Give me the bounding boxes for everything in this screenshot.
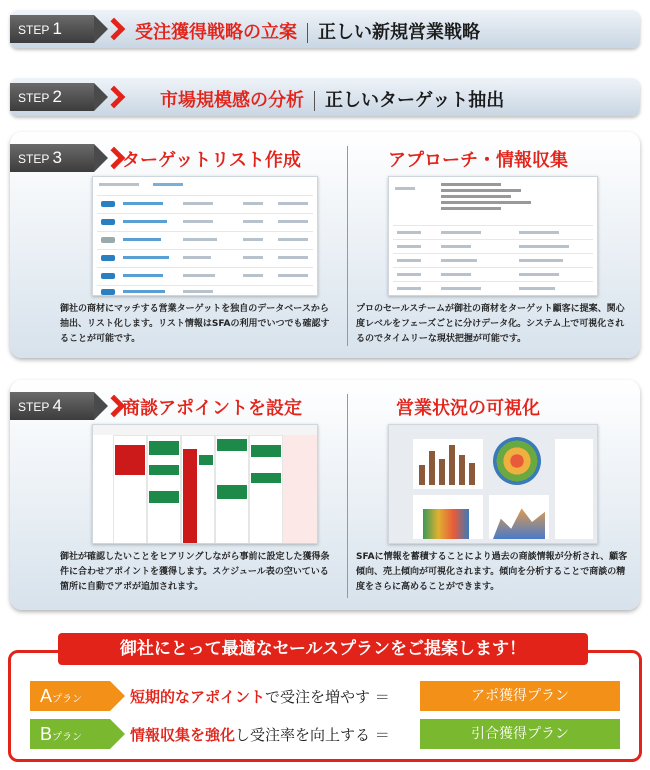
plan-b-text: 情報収集を強化し受注率を向上する ＝: [130, 726, 390, 744]
step4-right-desc: SFAに情報を蓄積することにより過去の商談情報が分析され、顧客傾向、売上傾向が可視化されます。傾向を分析することで商談の精度をさらに高めることができます。: [356, 552, 628, 592]
sales-visualization-screenshot: [388, 424, 598, 544]
step4-left-title: 商談アポイントを設定: [122, 398, 302, 419]
step4-left-desc: 御社が確認したいことをヒアリングしながら事前に設定した獲得条件に合わせアポイントを獲得します。スケジュール表の空いている箇所に自動でアポが追加されます。: [60, 552, 330, 592]
step1-band: [10, 10, 640, 48]
step3-tag: STEP 3: [10, 144, 94, 172]
step4-right-title: 営業状況の可視化: [396, 398, 540, 419]
step3-right-title: アプローチ・情報収集: [388, 150, 568, 171]
proposal-banner: 御社にとって最適なセールスプランをご提案します！: [58, 633, 588, 665]
plan-a-row: [30, 681, 620, 711]
appointment-schedule-screenshot: [92, 424, 318, 544]
step2-title: 市場規模感の分析 正しいターゲット抽出: [160, 90, 505, 111]
step1-title: 受注獲得戦略の立案 正しい新規営業戦略: [135, 22, 480, 43]
step4-panel: [10, 380, 640, 610]
plan-a-tag: Aプラン: [30, 681, 110, 711]
step3-panel: [10, 132, 640, 358]
approach-info-screenshot: [388, 176, 598, 296]
step3-left-title: ターゲットリスト作成: [122, 150, 301, 171]
plan-b-tag: Bプラン: [30, 719, 110, 749]
plan-b-result: 引合獲得プラン: [420, 719, 620, 749]
target-list-screenshot: [92, 176, 318, 296]
plan-b-row: [30, 719, 620, 749]
step2-tag: STEP 2: [10, 83, 94, 111]
plan-a-text: 短期的なアポイントで受注を増やす ＝: [130, 688, 390, 706]
step4-tag: STEP 4: [10, 392, 94, 420]
plan-a-result: アポ獲得プラン: [420, 681, 620, 711]
step2-band: [10, 78, 640, 116]
step1-tag: STEP 1: [10, 15, 94, 43]
step3-left-desc: 御社の商材にマッチする営業ターゲットを独自のデータベースから抽出、リスト化します。リスト情報はSFAの利用でいつでも確認することが可能です。: [60, 304, 330, 344]
step3-right-desc: プロのセールスチームが御社の商材をターゲット顧客に提案、関心度レベルをフェーズごとに分けデータ化。システム上で可視化されるのでタイムリーな現状把握が可能です。: [356, 304, 625, 344]
